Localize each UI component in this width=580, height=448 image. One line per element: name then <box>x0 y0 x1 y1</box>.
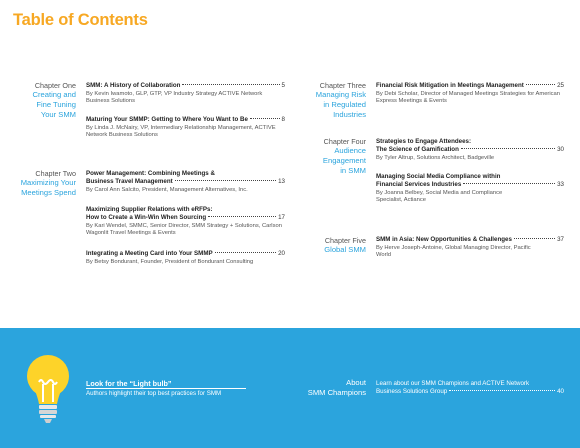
chapter-number: Chapter Two <box>35 169 76 178</box>
entry-author: By Linda J. McNairy, VP, Intermediary Relationship Management, ACTIVE Network Business Solutions <box>86 124 276 138</box>
dot-leader <box>175 180 276 181</box>
page-number: 5 <box>281 82 285 89</box>
page-number: 13 <box>278 178 285 185</box>
entry-title: Integrating a Meeting Card into Your SMMP <box>86 250 213 257</box>
about-entry-line: Learn about our SMM Champions and ACTIVE Network <box>376 380 530 387</box>
entry-title: SMM in Asia: New Opportunities & Challenges <box>376 236 512 243</box>
page-number: 20 <box>278 250 285 257</box>
toc-entry[interactable] <box>86 170 285 194</box>
chapter-title-line[interactable]: Managing Risk <box>315 90 366 99</box>
dot-leader <box>461 148 555 149</box>
entry-author: By Kari Wendel, SMMC, Senior Director, SMM Strategy + Solutions, Carlson Wagonlit Travel Meetings & Events <box>86 222 282 236</box>
entry-title: Financial Services Industries <box>376 181 462 188</box>
entry-title: SMM: A History of Collaboration <box>86 82 181 89</box>
light-bulb-icon <box>24 352 72 424</box>
page-number: 30 <box>557 146 564 153</box>
chapter-one <box>33 81 76 120</box>
chapter-number: Chapter One <box>34 81 76 90</box>
page-number: 40 <box>557 388 564 395</box>
chapter-five <box>324 236 366 255</box>
entry-title: Maximizing Supplier Relations with eRFPs: <box>86 206 213 213</box>
chapter-three <box>316 81 366 120</box>
dot-leader <box>449 390 555 391</box>
chapter-title-line[interactable]: Fine Tuning <box>36 100 76 109</box>
chapter-title-line[interactable]: Industries <box>333 110 366 119</box>
chapter-title-line[interactable]: Maximizing Your <box>20 178 76 187</box>
page-number: 8 <box>281 116 285 123</box>
toc-entry[interactable] <box>376 173 564 204</box>
toc-entry[interactable] <box>376 236 564 259</box>
entry-author: By Joanna Belbey, Social Media and Compliance Specialist, Actiance <box>376 189 503 203</box>
page-title: Table of Contents <box>13 11 148 29</box>
chapter-title-line[interactable]: Engagement <box>322 156 366 165</box>
entry-title: Managing Social Media Compliance within <box>376 173 501 180</box>
toc-entry[interactable] <box>86 206 285 237</box>
entry-title: Strategies to Engage Attendees: <box>376 138 472 145</box>
chapter-title-line[interactable]: Global SMM <box>324 245 366 254</box>
entry-title: How to Create a Win-Win When Sourcing <box>86 214 207 221</box>
about-heading[interactable] <box>308 378 366 398</box>
chapter-title-line[interactable]: Meetings Spend <box>21 188 76 197</box>
dot-leader <box>182 84 279 85</box>
toc-entry[interactable] <box>86 116 285 139</box>
entry-title: Power Management: Combining Meetings & <box>86 170 215 177</box>
entry-title: The Science of Gamification <box>376 146 459 153</box>
chapter-number: Chapter Four <box>323 137 366 146</box>
entry-title: Business Travel Management <box>86 178 173 185</box>
chapter-two <box>21 169 76 198</box>
light-bulb-callout-title: Look for the “Light bulb” <box>86 379 172 388</box>
chapter-number: Chapter Five <box>324 236 366 245</box>
about-heading-line: SMM Champions <box>307 388 366 397</box>
page-number: 37 <box>557 236 564 243</box>
dot-leader <box>250 118 280 119</box>
entry-author: By Betsy Bondurant, Founder, President of Bondurant Consulting <box>86 258 254 265</box>
chapter-four <box>323 137 366 176</box>
light-bulb-callout-subtitle: Authors highlight their top best practices for SMM <box>86 390 222 397</box>
entry-author: By Debi Scholar, Director of Managed Meetings Strategies for American Express Meetings & Events <box>376 90 560 104</box>
about-entry[interactable] <box>376 380 564 396</box>
toc-entry[interactable] <box>376 82 564 105</box>
toc-entry[interactable] <box>86 82 285 105</box>
entry-author: By Herve Joseph-Antoine, Global Managing Director, Pacific World <box>376 244 531 258</box>
entry-author: By Carol Ann Salcito, President, Management Alternatives, Inc. <box>86 186 248 193</box>
page-number: 33 <box>557 181 564 188</box>
toc-entry[interactable] <box>86 250 285 266</box>
page-number: 25 <box>557 82 564 89</box>
chapter-title-line[interactable]: Creating and <box>32 90 76 99</box>
dot-leader <box>514 238 555 239</box>
callout-divider <box>86 388 246 389</box>
about-entry-line: Business Solutions Group <box>376 388 448 395</box>
dot-leader <box>526 84 555 85</box>
chapter-title-line[interactable]: in Regulated <box>323 100 366 109</box>
entry-title: Financial Risk Mitigation in Meetings Management <box>376 82 524 89</box>
dot-leader <box>215 252 276 253</box>
entry-title: Maturing Your SMMP: Getting to Where You Want to Be <box>86 116 248 123</box>
chapter-title-line[interactable]: Your SMM <box>40 110 76 119</box>
page-number: 17 <box>278 214 285 221</box>
chapter-title-line[interactable]: Audience <box>334 146 366 155</box>
about-heading-line: About <box>346 378 366 387</box>
entry-author: By Tyler Altrup, Solutions Architect, Badgeville <box>376 154 495 161</box>
dot-leader <box>208 216 276 217</box>
chapter-number: Chapter Three <box>319 81 366 90</box>
dot-leader <box>463 183 555 184</box>
entry-author: By Kevin Iwamoto, GLP, GTP, VP Industry Strategy ACTIVE Network Business Solutions <box>86 90 263 104</box>
toc-entry[interactable] <box>376 138 564 162</box>
chapter-title-line[interactable]: in SMM <box>340 166 366 175</box>
